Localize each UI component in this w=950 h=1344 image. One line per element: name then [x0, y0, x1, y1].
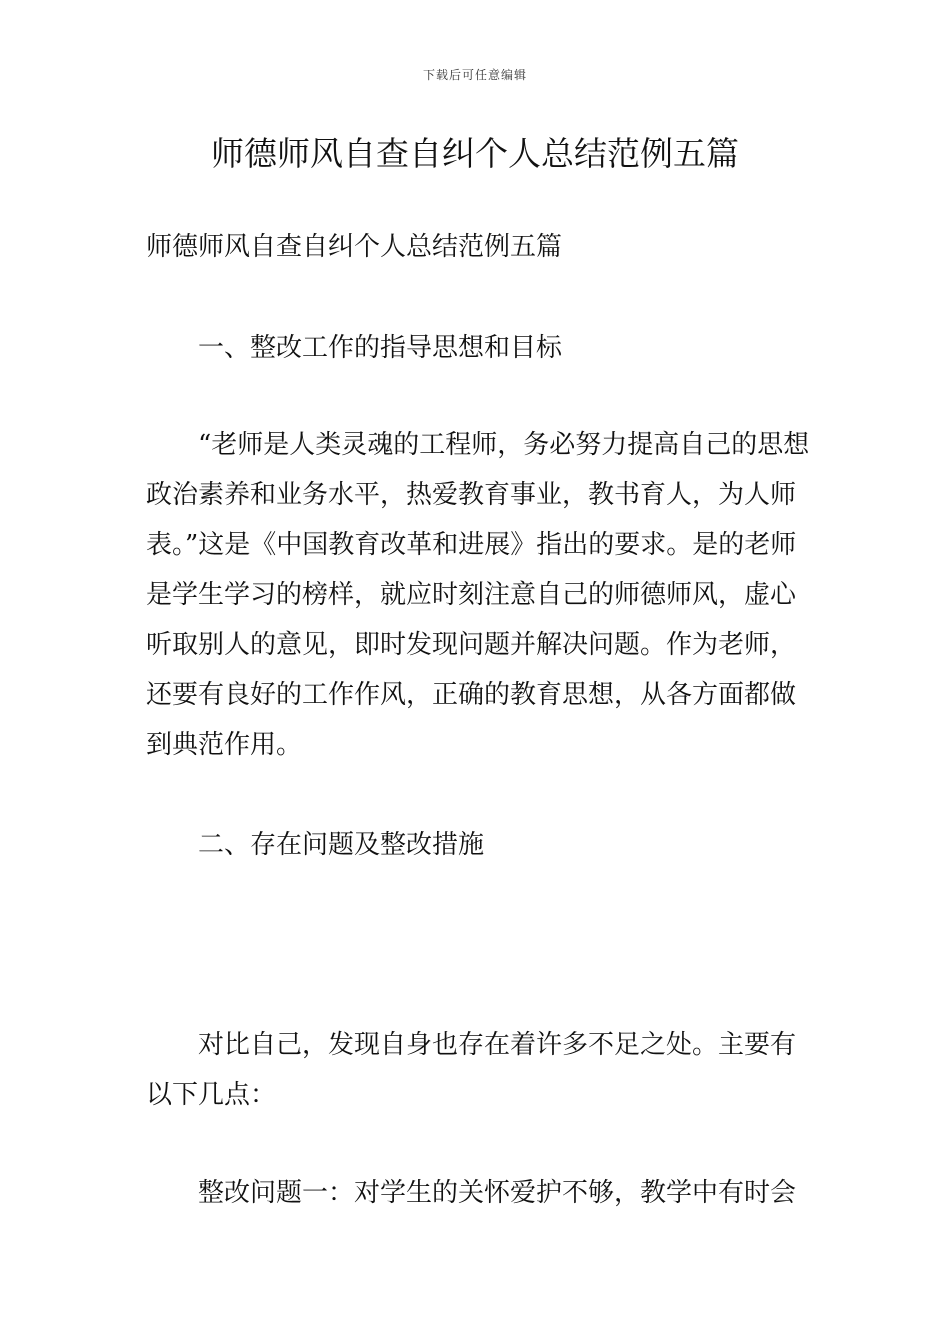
subtitle-paragraph: 师德师风自查自纠个人总结范例五篇 — [146, 232, 563, 262]
body-paragraph-3: 整改问题一：对学生的关怀爱护不够，教学中有时会 — [198, 1178, 797, 1208]
document-title: 师德师风自查自纠个人总结范例五篇 — [211, 134, 739, 173]
section-heading-2: 二、存在问题及整改措施 — [198, 830, 485, 860]
header-note: 下载后可任意编辑 — [422, 68, 527, 82]
body-paragraph-2: 对比自己，发现自身也存在着许多不足之处。主要有以下几点： — [146, 1030, 797, 1110]
body-paragraph-1: “老师是人类灵魂的工程师，务必努力提高自己的思想政治素养和业务水平，热爱教育事业，教书育人，为人师表。”这是《中国教育改革和进展》指出的要求。是的老师是学生学习的榜样，就应时刻注意自己的师德师风，虚心听取别人的意见，即时发现问题并解决问题。作为老师，还要有良好的工作作风，正确的教育思想，从各方面都做到典范作用。 — [146, 430, 810, 760]
section-heading-1: 一、整改工作的指导思想和目标 — [198, 333, 563, 363]
